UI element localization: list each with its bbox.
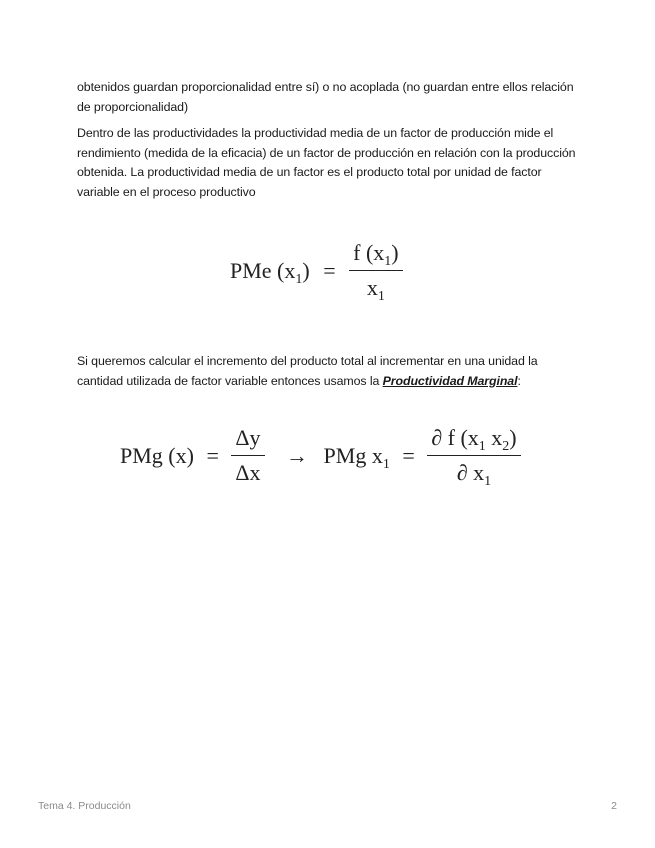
equation-productividad-media: PMe $(x_1)$ = $\frac{f (x_1)}{x_1}$ xyxy=(230,240,403,301)
paragraph-productividad-marginal: Si queremos calcular el incremento del producto total al incrementar en una unidad la cantidad utilizada de factor variable entonces usamos la Productividad Marginal: xyxy=(77,354,538,388)
paragraph-acoplada: obtenidos guardan proporcionalidad entre sí) o no acoplada (no guardan entre ellos relación de proporcionalidad) xyxy=(77,80,574,114)
pmg-delta-fraction: $\frac{\Delta y}{\Delta x}$ xyxy=(231,425,264,486)
equation-productividad-marginal: PMg (x) = $\frac{\Delta y}{\Delta x}$ → PMg $x_1$ = $\frac{\partial f (x_1 x_2)}{\partial x_1}$ xyxy=(120,425,521,486)
pme-fraction: $\frac{f (x_1)}{x_1}$ xyxy=(349,240,402,301)
pmg-partial-fraction: $\frac{\partial f (x_1 x_2)}{\partial x_1}$ xyxy=(427,425,520,486)
document-body xyxy=(77,78,582,209)
paragraph-productividad-media: Dentro de las productividades la productividad media de un factor de producción mide el rendimiento (medida de la eficacia) de un factor de producción en relación con la producción obtenida. La productividad media de un factor es el producto total por unidad de factor variable en el proceso productivo xyxy=(77,126,576,199)
page-number: 2 xyxy=(611,800,617,812)
document-body-2 xyxy=(77,352,582,398)
footer-title: Tema 4. Producción xyxy=(38,800,131,812)
arrow-icon: → xyxy=(286,442,309,468)
productividad-marginal-term: Productividad Marginal xyxy=(382,373,518,388)
